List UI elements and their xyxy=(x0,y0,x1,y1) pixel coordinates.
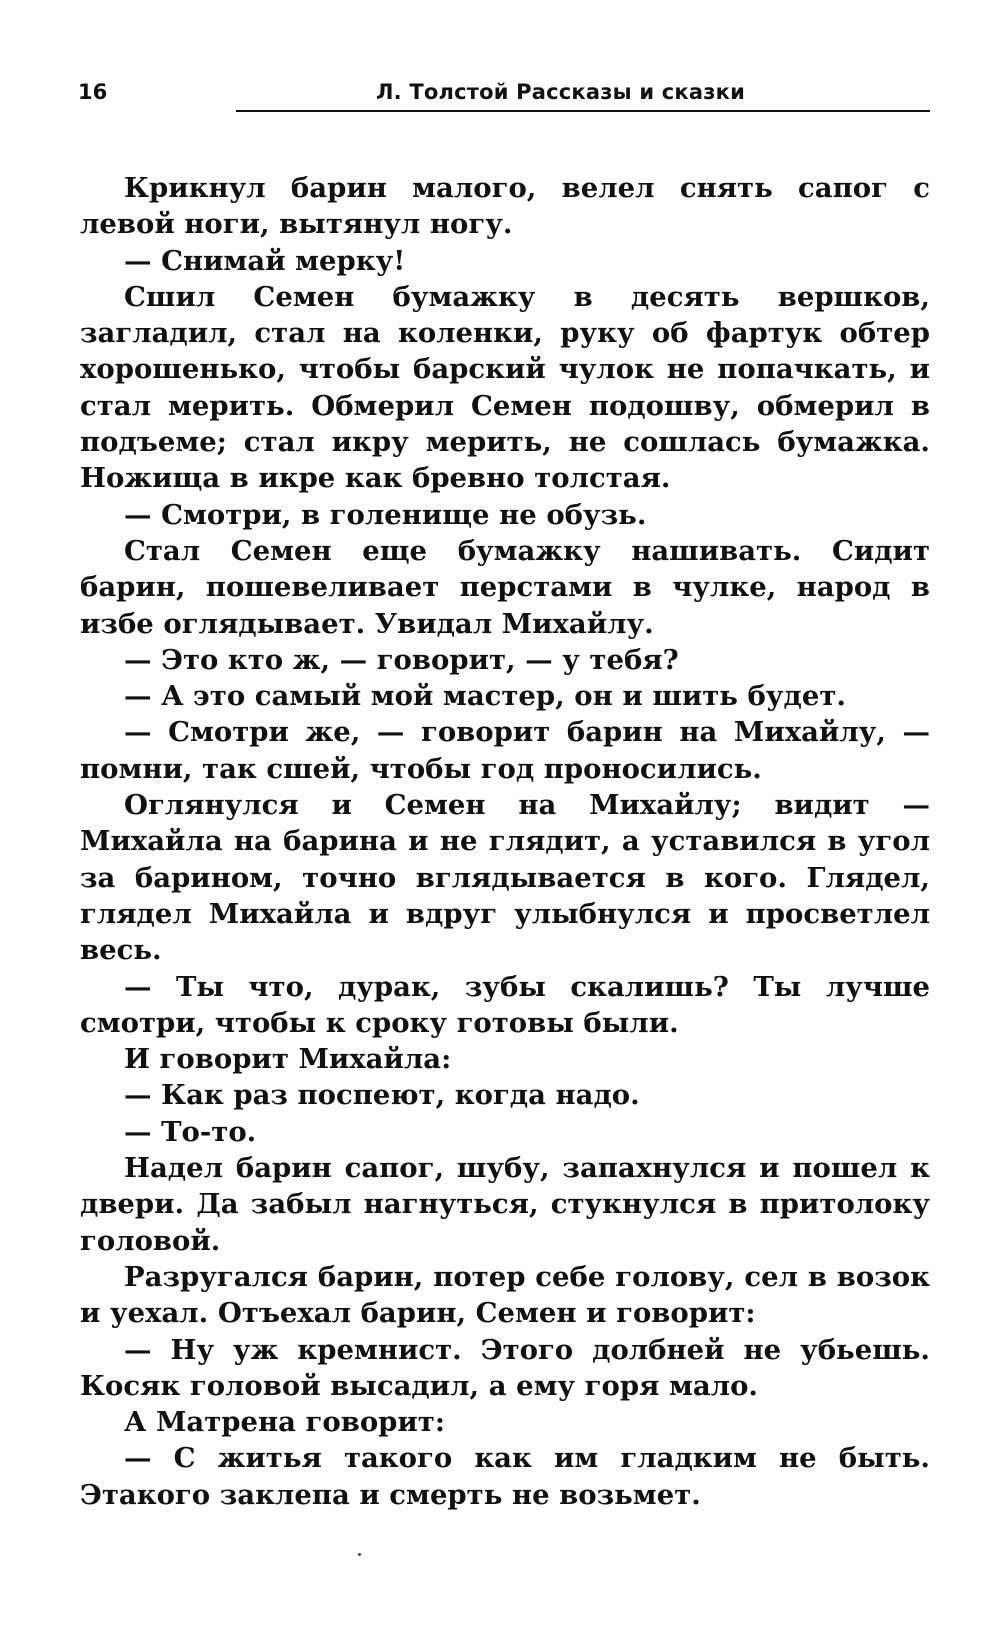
paragraph: — Это кто ж, — говорит, — у тебя? xyxy=(124,643,679,676)
running-head: Л. Толстой Рассказы и сказки xyxy=(376,80,745,104)
paragraph: Крикнул барин малого, велел снять сапог с левой ноги, вытянул ногу. xyxy=(80,172,930,241)
header-rule xyxy=(236,110,930,112)
text-body xyxy=(80,170,930,1513)
paragraph: Стал Семен еще бумажку нашивать. Сидит барин, пошевеливает перстами в чулке, народ в избе оглядывает. Увидал Михайлу. xyxy=(80,534,930,640)
paragraph: А Матрена говорит: xyxy=(124,1406,445,1439)
paragraph: — То-то. xyxy=(124,1115,257,1148)
print-speck xyxy=(358,1553,361,1556)
page-number: 16 xyxy=(78,80,108,104)
paragraph: Оглянулся и Семен на Михайлу; видит — Михайла на барина и не глядит, а уставился в угол за барином, точно вглядывается в кого. Глядел, глядел Михайла и вдруг улыбнулся и просветлел весь. xyxy=(80,789,930,967)
paragraph: — Ты что, дурак, зубы скалишь? Ты лучше смотри, чтобы к сроку готовы были. xyxy=(80,970,930,1039)
paragraph: Надел барин сапог, шубу, запахнулся и пошел к двери. Да забыл нагнуться, стукнулся в притолоку головой. xyxy=(80,1152,930,1257)
paragraph: — Смотри же, — говорит барин на Михайлу, — помни, так сшей, чтобы год проносились. xyxy=(80,716,930,785)
paragraph: — Снимай мерку! xyxy=(124,244,406,277)
paragraph: — Смотри, в голенище не обузь. xyxy=(124,498,647,531)
page-header xyxy=(78,74,930,114)
paragraph: Сшил Семен бумажку в десять вершков, загладил, стал на коленки, руку об фартук обтер хорошенько, чтобы барский чулок не попачкать, и стал мерить. Обмерил Семен подошву, обмерил в подъеме; стал икру мерить, не сошлась бумажка. Ножища в икре как бревно толстая. xyxy=(80,280,930,495)
paragraph: — А это самый мой мастер, он и шить будет. xyxy=(124,680,846,713)
paragraph: — Как раз поспеют, когда надо. xyxy=(124,1079,640,1112)
paragraph: И говорит Михайла: xyxy=(124,1043,452,1076)
paragraph: — Ну уж кремнист. Этого долбней не убьешь. Косяк головой высадил, а ему горя мало. xyxy=(80,1333,930,1402)
paragraph: — С житья такого как им гладким не быть. Этакого заклепа и смерть не возьмет. xyxy=(80,1442,930,1511)
paragraph: Разругался барин, потер себе голову, сел в возок и уехал. Отъехал барин, Семен и говорит: xyxy=(80,1260,930,1330)
